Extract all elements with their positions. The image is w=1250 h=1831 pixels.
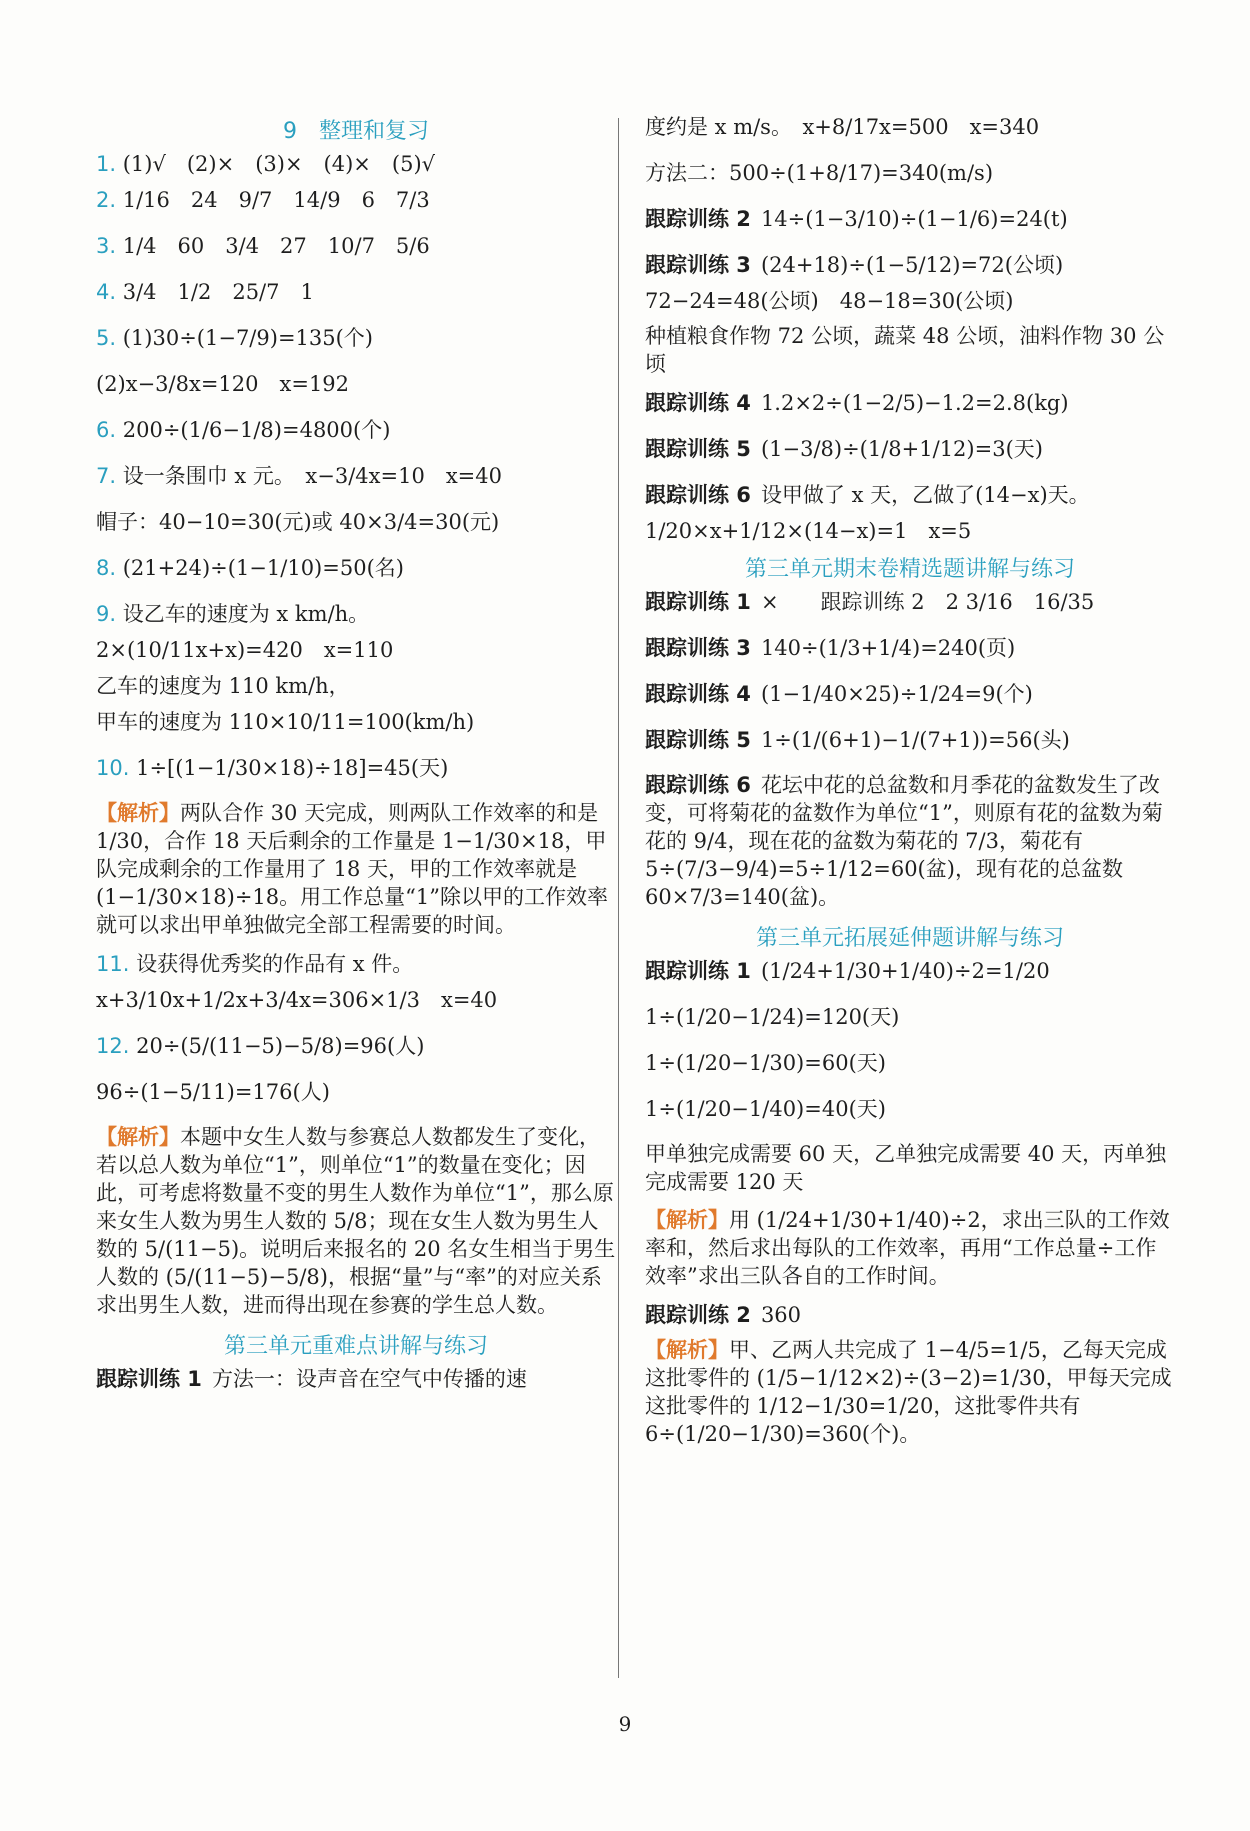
practice-line: 72−24=48(公顷) 48−18=30(公顷) [645,289,1014,313]
column-divider [618,118,619,1678]
answer-line: 11. 设获得优秀奖的作品有 x 件。 [96,952,414,976]
answer-line: (2)x−3/8x=120 x=192 [96,372,350,396]
answer-line: 3. 1/4 60 3/4 27 10/7 5/6 [96,234,430,258]
answer-line: 2. 1/16 24 9/7 14/9 6 7/3 [96,188,430,212]
section-title: 第三单元重难点讲解与练习 [223,1334,488,1359]
answer-line: 9. 设乙车的速度为 x km/h。 [96,602,370,626]
practice-line: 跟踪训练 1 × 跟踪训练 2 2 3/16 16/35 [645,590,1095,614]
analysis-paragraph: 【解析】用 (1/24+1/30+1/40)÷2，求出三队的工作效率和，然后求出每队的工作效率，再用“工作总量÷工作效率”求出三队各自的工作时间。 [645,1208,1170,1288]
answer-line: 帽子：40−10=30(元)或 40×3/4=30(元) [96,510,500,534]
left-column [96,112,616,1400]
answer-line: 8. (21+24)÷(1−1/10)=50(名) [96,556,404,580]
answer-line: 4. 3/4 1/2 25/7 1 [96,280,314,304]
practice-line: 方法二：500÷(1+8/17)=340(m/s) [645,161,994,185]
analysis-paragraph: 【解析】两队合作 30 天完成，则两队工作效率的和是 1/30，合作 18 天后剩余的工作量是 1−1/30×18，甲队完成剩余的工作量用了 18 天，甲的工作效率就是 (1−1/30×18)÷18。用工作总量“1”除以甲的工作效率就可以求出甲单独做完全部工程需要的时间。 [96,801,608,937]
answer-line: 甲车的速度为 110×10/11=100(km/h) [96,710,475,734]
practice-line: 跟踪训练 5 1÷(1/(6+1)−1/(7+1))=56(头) [645,728,1070,752]
practice-line: 跟踪训练 6 设甲做了 x 天，乙做了(14−x)天。 [645,483,1090,507]
answer-line: 6. 200÷(1/6−1/8)=4800(个) [96,418,391,442]
right-column [645,112,1175,1458]
answer-line: 1. (1)√ (2)× (3)× (4)× (5)√ [96,152,436,176]
answer-line: 5. (1)30÷(1−7/9)=135(个) [96,326,374,350]
section-title: 9 整理和复习 [283,119,429,144]
answer-line: 96÷(1−5/11)=176(人) [96,1080,330,1104]
practice-line: 跟踪训练 3 (24+18)÷(1−5/12)=72(公顷) [645,253,1064,277]
practice-paragraph: 跟踪训练 6 花坛中花的总盆数和月季花的盆数发生了改变，可将菊花的盆数作为单位“1”，则原有花的盆数为菊花的 9/4，现在花的盆数为菊花的 7/3，菊花有 5÷(7/3−9/4)=5÷1/12=60(盆)，现有花的总盆数 60×7/3=140(盆)。 [645,773,1163,909]
answer-line: 7. 设一条围巾 x 元。 x−3/4x=10 x=40 [96,464,502,488]
practice-line: 1÷(1/20−1/30)=60(天) [645,1051,886,1075]
page-number: 9 [618,1712,632,1736]
answer-line: x+3/10x+1/2x+3/4x=306×1/3 x=40 [96,988,498,1012]
answer-line: 10. 1÷[(1−1/30×18)÷18]=45(天) [96,756,449,780]
practice-line: 跟踪训练 1 方法一：设声音在空气中传播的速 [96,1367,527,1391]
practice-line: 1÷(1/20−1/40)=40(天) [645,1097,886,1121]
analysis-paragraph: 【解析】本题中女生人数与参赛总人数都发生了变化，若以总人数为单位“1”，则单位“1”的数量在变化；因此，可考虑将数量不变的男生人数作为单位“1”，那么原来女生人数为男生人数的 5/8；现在女生人数为男生人数的 5/(11−5)。说明后来报名的 20 名女生相当于男生人数的 (5/(11−5)−5/8)，根据“量”与“率”的对应关系求出男生人数，进而得出现在参赛的学生总人数。 [96,1125,616,1317]
section-title: 第三单元期末卷精选题讲解与练习 [744,557,1075,582]
practice-line: 1÷(1/20−1/24)=120(天) [645,1005,900,1029]
practice-line: 种植粮食作物 72 公顷，蔬菜 48 公顷，油料作物 30 公顷 [645,324,1165,376]
answer-line: 乙车的速度为 110 km/h， [96,674,350,698]
practice-line: 跟踪训练 4 (1−1/40×25)÷1/24=9(个) [645,682,1033,706]
analysis-paragraph: 【解析】甲、乙两人共完成了 1−4/5=1/5，乙每天完成这批零件的 (1/5−1/12×2)÷(3−2)=1/30，甲每天完成这批零件的 1/12−1/30=1/20，这批零件共有 6÷(1/20−1/30)=360(个)。 [645,1338,1172,1446]
practice-line: 跟踪训练 1 (1/24+1/30+1/40)÷2=1/20 [645,959,1050,983]
answer-line: 12. 20÷(5/(11−5)−5/8)=96(人) [96,1034,425,1058]
practice-line: 度约是 x m/s。 x+8/17x=500 x=340 [645,115,1040,139]
practice-line: 跟踪训练 2 14÷(1−3/10)÷(1−1/6)=24(t) [645,207,1068,231]
practice-line: 1/20×x+1/12×(14−x)=1 x=5 [645,519,972,543]
answer-line: 2×(10/11x+x)=420 x=110 [96,638,394,662]
practice-line: 跟踪训练 3 140÷(1/3+1/4)=240(页) [645,636,1016,660]
practice-line: 甲单独完成需要 60 天，乙单独完成需要 40 天，丙单独完成需要 120 天 [645,1142,1167,1194]
practice-line: 跟踪训练 4 1.2×2÷(1−2/5)−1.2=2.8(kg) [645,391,1069,415]
practice-line: 跟踪训练 5 (1−3/8)÷(1/8+1/12)=3(天) [645,437,1043,461]
practice-line: 跟踪训练 2 360 [645,1303,802,1327]
section-title: 第三单元拓展延伸题讲解与练习 [755,926,1064,951]
